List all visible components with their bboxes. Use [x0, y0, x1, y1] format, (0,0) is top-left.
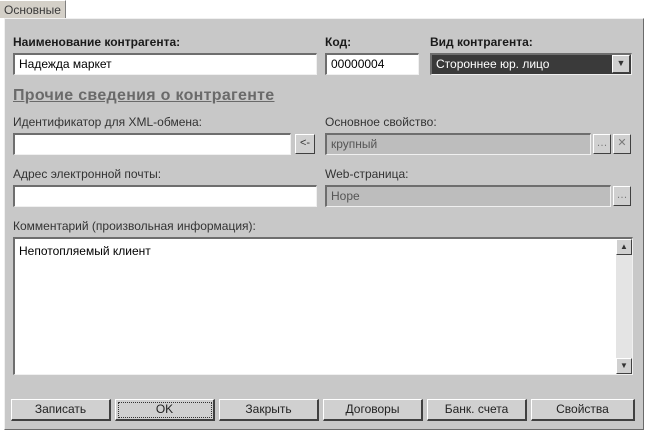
email-field[interactable] — [13, 185, 317, 207]
main-panel — [4, 18, 644, 430]
scroll-down-icon[interactable]: ▼ — [616, 358, 632, 374]
web-field[interactable]: Нopе — [325, 185, 611, 207]
name-field[interactable]: Надежда маркет — [13, 53, 317, 75]
close-button[interactable]: Закрыть — [219, 399, 319, 421]
main-property-label: Основное свойство: — [325, 115, 437, 129]
chevron-down-icon[interactable]: ▼ — [612, 55, 630, 73]
ok-button[interactable]: OK — [115, 399, 215, 421]
web-label: Web-страница: — [325, 167, 409, 181]
section-title: Прочие сведения о контрагенте — [13, 87, 275, 104]
type-label: Вид контрагента: — [430, 35, 533, 49]
comment-scrollbar[interactable] — [616, 239, 632, 374]
select-icon[interactable]: … — [593, 134, 611, 154]
save-button[interactable]: Записать — [11, 399, 111, 421]
name-label: Наименование контрагента: — [13, 35, 181, 49]
code-field[interactable]: 00000004 — [325, 53, 419, 75]
web-select-icon[interactable]: … — [613, 186, 631, 206]
scroll-up-icon[interactable]: ▲ — [616, 239, 632, 255]
type-select[interactable]: Стороннее юр. лицо — [430, 53, 632, 75]
main-property-field[interactable]: крупный — [325, 133, 591, 155]
properties-button[interactable]: Свойства — [531, 399, 635, 421]
xml-id-field[interactable] — [13, 133, 291, 155]
email-label: Адрес электронной почты: — [13, 167, 162, 181]
contracts-button[interactable]: Договоры — [323, 399, 423, 421]
clear-icon[interactable]: ✕ — [613, 134, 631, 154]
comment-text: Непотопляемый клиент — [19, 244, 151, 258]
comment-label: Комментарий (произвольная информация): — [13, 219, 256, 233]
bank-accounts-button[interactable]: Банк. счета — [427, 399, 527, 421]
code-label: Код: — [325, 35, 352, 49]
comment-textarea[interactable] — [13, 237, 633, 375]
xml-id-label: Идентификатор для XML-обмена: — [13, 115, 203, 129]
tab-main[interactable]: Основные — [0, 0, 66, 18]
arrow-left-icon[interactable]: <- — [295, 134, 315, 154]
